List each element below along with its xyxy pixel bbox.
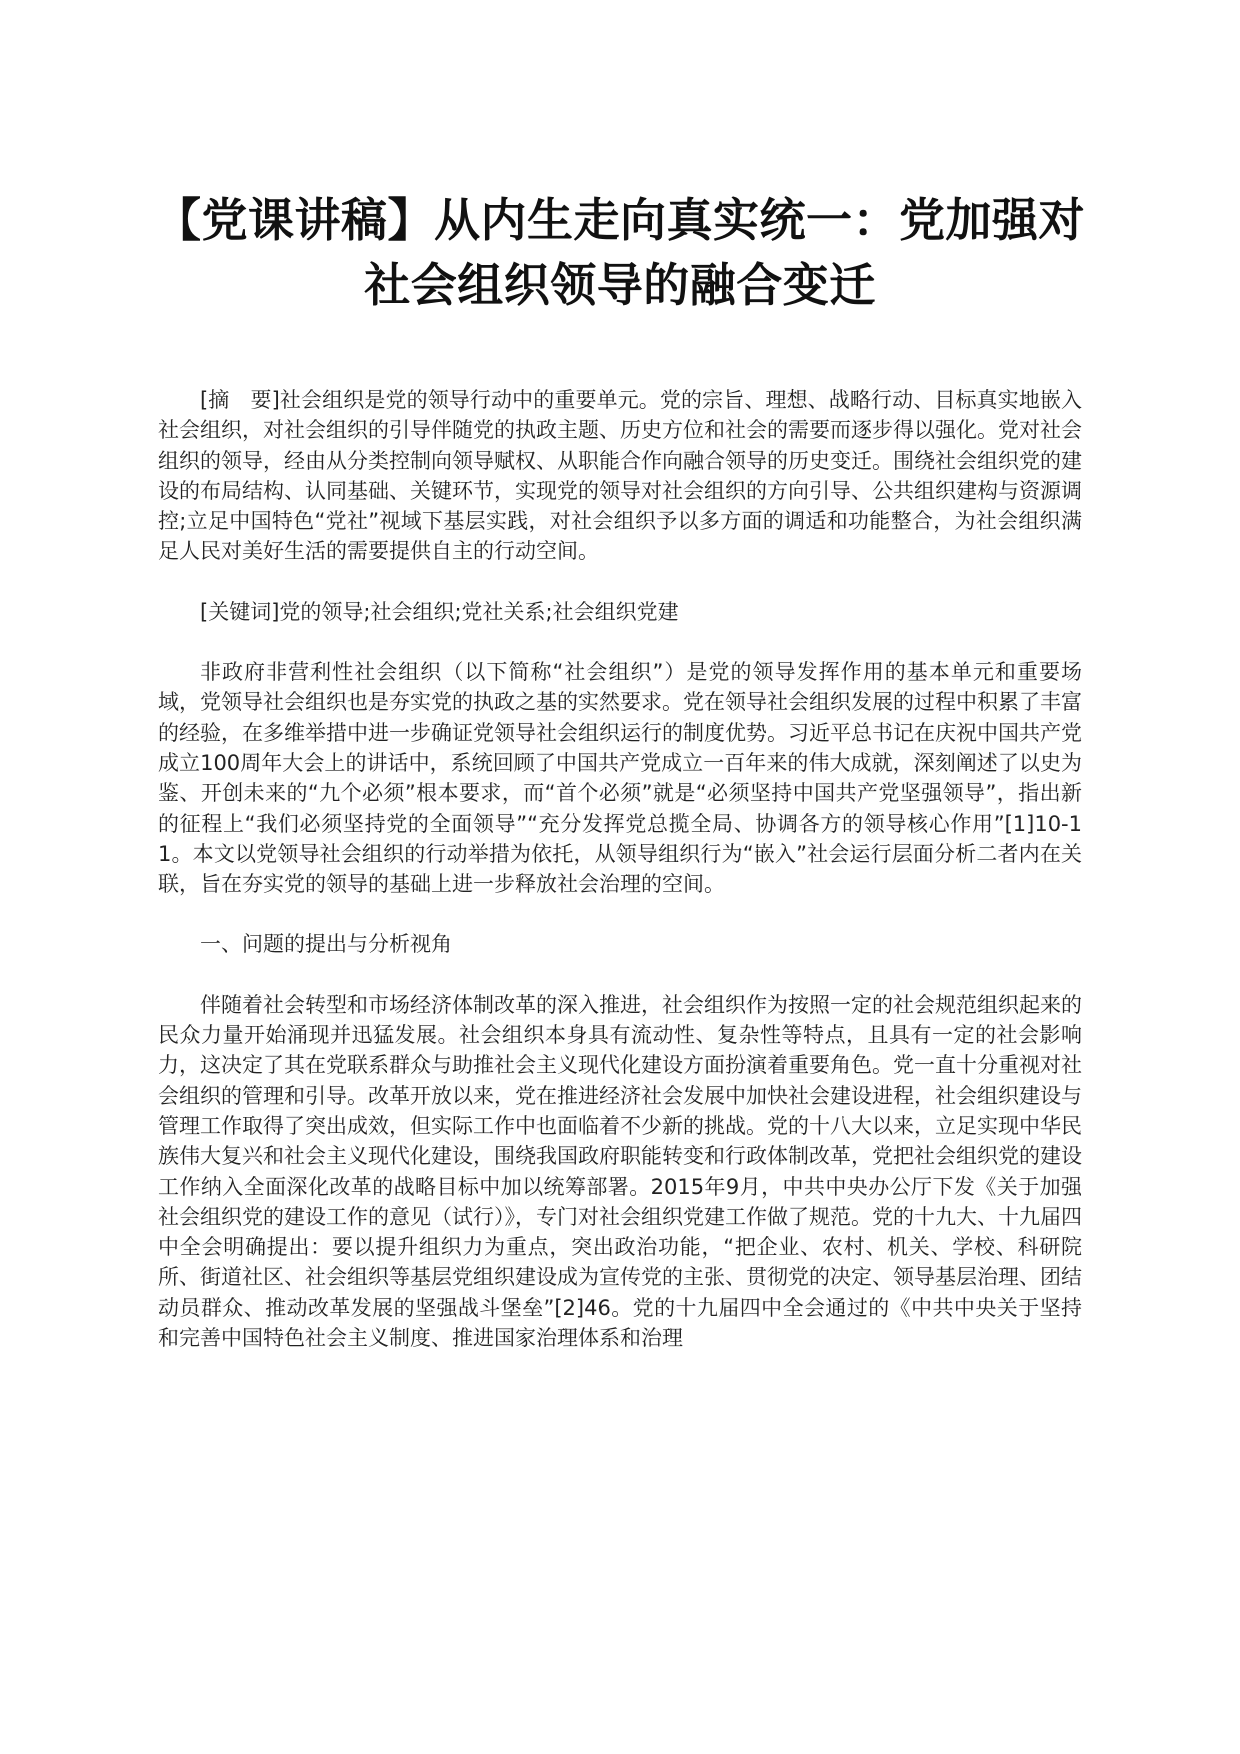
abstract-paragraph: [摘 要]社会组织是党的领导行动中的重要单元。党的宗旨、理想、战略行动、目标真实地嵌入社会组织，对社会组织的引导伴随党的执政主题、历史方位和社会的需要而逐步得以强化。党对社会组织的领导，经由从分类控制向领导赋权、从职能合作向融合领导的历史变迁。围绕社会组织党的建设的布局结构、认同基础、关键环节，实现党的领导对社会组织的方向引导、公共组织建构与资源调控;立足中国特色“党社”视域下基层实践，对社会组织予以多方面的调适和功能整合，为社会组织满足人民对美好生活的需要提供自主的行动空间。 xyxy=(158,388,1082,564)
document-body xyxy=(158,385,1082,1383)
keywords-paragraph: [关键词]党的领导;社会组织;党社关系;社会组织党建 xyxy=(200,599,679,624)
page-title xyxy=(150,188,1090,318)
section-heading: 一、问题的提出与分析视角 xyxy=(200,932,452,957)
title-line-2: 社会组织领导的融合变迁 xyxy=(364,258,876,312)
section-paragraph: 伴随着社会转型和市场经济体制改革的深入推进，社会组织作为按照一定的社会规范组织起来的民众力量开始涌现并迅猛发展。社会组织本身具有流动性、复杂性等特点，且具有一定的社会影响力，这决定了其在党联系群众与助推社会主义现代化建设方面扮演着重要角色。党一直十分重视对社会组织的管理和引导。改革开放以来，党在推进经济社会发展中加快社会建设进程，社会组织建设与管理工作取得了突出成效，但实际工作中也面临着不少新的挑战。党的十八大以来，立足实现中华民族伟大复兴和社会主义现代化建设，围绕我国政府职能转变和行政体制改革，党把社会组织党的建设工作纳入全面深化改革的战略目标中加以统筹部署。2015年9月，中共中央办公厅下发《关于加强社会组织党的建设工作的意见（试行）》，专门对社会组织党建工作做了规范。党的十九大、十九届四中全会明确提出：要以提升组织力为重点，突出政治功能，“把企业、农村、机关、学校、科研院所、街道社区、社会组织等基层党组织建设成为宣传党的主张、贯彻党的决定、领导基层治理、团结动员群众、推动改革发展的坚强战斗堡垒”[2]46。党的十九届四中全会通过的《中共中央关于坚持和完善中国特色社会主义制度、推进国家治理体系和治理 xyxy=(158,992,1082,1351)
intro-paragraph: 非政府非营利性社会组织（以下简称“社会组织”）是党的领导发挥作用的基本单元和重要场域，党领导社会组织也是夯实党的执政之基的实然要求。党在领导社会组织发展的过程中积累了丰富的经验，在多维举措中进一步确证党领导社会组织运行的制度优势。习近平总书记在庆祝中国共产党成立100周年大会上的讲话中，系统回顾了中国共产党成立一百年来的伟大成就，深刻阐述了以史为鉴、开创未来的“九个必须”根本要求，而“首个必须”就是“必须坚持中国共产党坚强领导”，指出新的征程上“我们必须坚持党的全面领导”“充分发挥党总揽全局、协调各方的领导核心作用”[1]10-11。本文以党领导社会组织的行动举措为依托，从领导组织行为“嵌入”社会运行层面分析二者内在关联，旨在夯实党的领导的基础上进一步释放社会治理的空间。 xyxy=(158,660,1082,897)
title-line-1: 【党课讲稿】从内生走向真实统一：党加强对 xyxy=(155,193,1085,247)
